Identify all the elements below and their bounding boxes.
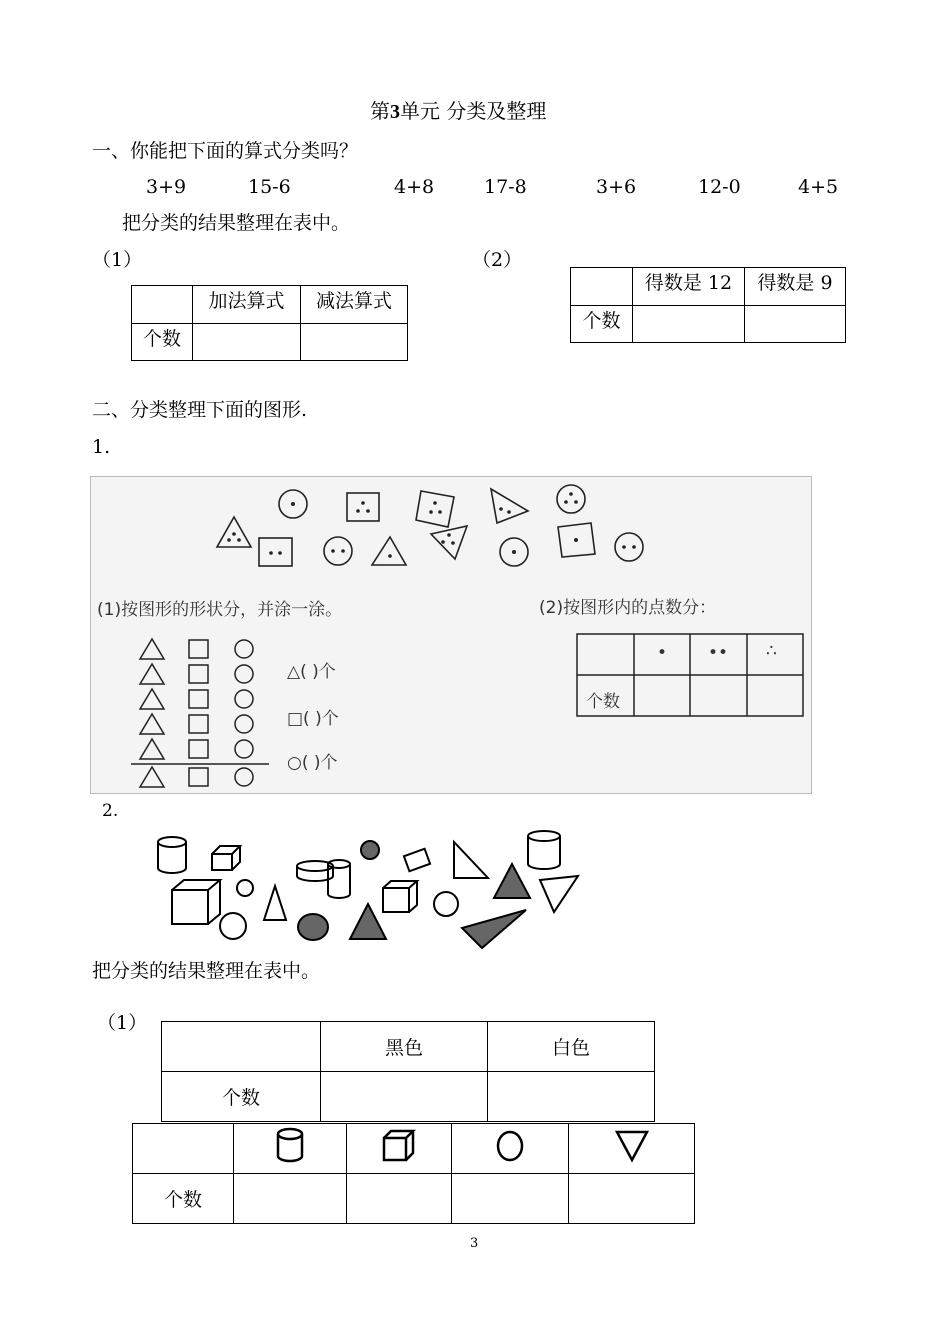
count-triangles: △( )个 [287, 662, 336, 682]
sub-label-1b: （1） [97, 1012, 148, 1034]
expression: 4+8 [394, 176, 435, 198]
header-subtraction: 减法算式 [301, 286, 408, 324]
header-result-12: 得数是 12 [633, 268, 745, 306]
answer-cell[interactable] [347, 1174, 452, 1224]
panel-question-1: (1)按图形的形状分，并涂一涂。 [97, 600, 343, 620]
header-black: 黑色 [321, 1022, 488, 1072]
triangle-icon [491, 489, 528, 523]
color-table [161, 1021, 655, 1122]
answer-cell[interactable] [745, 306, 846, 343]
result-table [570, 267, 846, 343]
section2-heading: 二、分类整理下面的图形. [92, 399, 308, 421]
header-addition: 加法算式 [193, 286, 301, 324]
answer-cell[interactable] [321, 1072, 488, 1122]
cube-icon [172, 880, 220, 924]
answer-cell[interactable] [488, 1072, 655, 1122]
triangle-icon [569, 1124, 695, 1174]
expression: 3+9 [146, 176, 187, 198]
panel-question-2: (2)按图形内的点数分： [539, 598, 717, 618]
page-number: 3 [470, 1236, 479, 1251]
circle-icon [557, 485, 585, 513]
expression: 17-8 [484, 176, 527, 198]
solids-illustration [150, 822, 590, 952]
shapes-exercise-image [90, 476, 812, 794]
answer-cell[interactable] [301, 324, 408, 361]
answer-cell[interactable] [633, 306, 745, 343]
panel-row-label-count: 个数 [586, 692, 620, 712]
count-circles: ○( )个 [287, 753, 338, 773]
header-white: 白色 [488, 1022, 655, 1072]
page-title: 第3单元 分类及整理 [370, 99, 547, 123]
header-result-9: 得数是 9 [745, 268, 846, 306]
cube-icon [347, 1124, 452, 1174]
answer-cell[interactable] [452, 1174, 569, 1224]
triangle-icon [372, 537, 406, 565]
row-label-count: 个数 [571, 306, 633, 343]
expression: 15-6 [248, 176, 291, 198]
circle-icon [452, 1124, 569, 1174]
dots-one-header: • [657, 643, 668, 663]
operation-table [131, 285, 408, 361]
section2-instruction: 把分类的结果整理在表中。 [92, 960, 321, 982]
dots-three-header: ∴ [766, 641, 777, 661]
row-label-count: 个数 [162, 1072, 321, 1122]
expression: 3+6 [596, 176, 637, 198]
sub-label-1: （1） [92, 249, 143, 271]
triangle-icon [431, 526, 467, 559]
square-icon [347, 493, 379, 521]
answer-cell[interactable] [569, 1174, 695, 1224]
section1-heading: 一、你能把下面的算式分类吗？ [92, 140, 359, 162]
row-label-count: 个数 [133, 1174, 234, 1224]
circle-icon [324, 537, 352, 565]
expression: 12-0 [698, 176, 741, 198]
cube-icon [212, 846, 240, 870]
shape-table [132, 1123, 695, 1224]
item-2-label: 2. [102, 801, 119, 821]
square-icon [259, 538, 292, 566]
dots-two-header: •• [708, 643, 729, 663]
item-1-label: 1. [92, 436, 111, 458]
circle-icon [615, 533, 643, 561]
triangle-icon [217, 517, 251, 547]
expression: 4+5 [798, 176, 839, 198]
section1-instruction: 把分类的结果整理在表中。 [122, 212, 351, 234]
answer-cell[interactable] [193, 324, 301, 361]
square-icon [416, 491, 454, 527]
count-squares: □( )个 [287, 709, 339, 729]
shapes-illustration [91, 477, 811, 793]
sub-label-2: （2） [472, 249, 523, 271]
answer-cell[interactable] [234, 1174, 347, 1224]
row-label-count: 个数 [132, 324, 193, 361]
cube-icon [383, 881, 417, 912]
cylinder-icon [234, 1124, 347, 1174]
